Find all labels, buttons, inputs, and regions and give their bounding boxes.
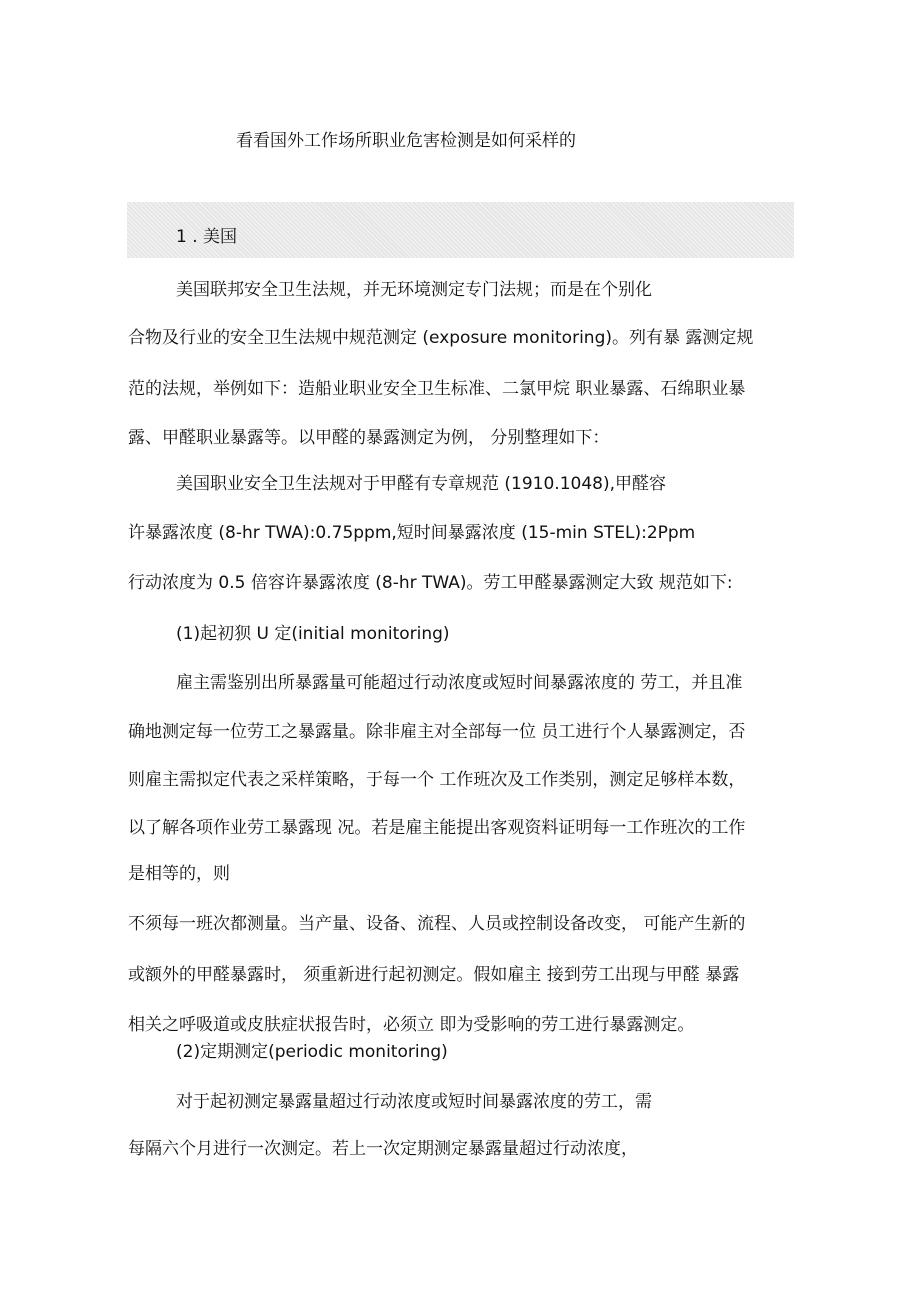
paragraph-line: 则雇主需拟定代表之采样策略，于每一个 工作班次及工作类别，测定足够样本数， xyxy=(128,770,746,790)
paragraph-line: 美国联邦安全卫生法规，并无环境测定专门法规；而是在个别化 xyxy=(176,280,652,300)
paragraph-line: 雇主需鉴别出所暴露量可能超过行动浓度或短时间暴露浓度的 劳工，并且准 xyxy=(176,673,743,693)
paragraph-line: 以了解各项作业劳工暴露现 况。若是雇主能提出客观资料证明每一工作班次的工作 xyxy=(128,818,746,838)
paragraph-line: 确地测定每一位劳工之暴露量。除非雇主对全部每一位 员工进行个人暴露测定，否 xyxy=(128,722,746,742)
paragraph-line: 露、甲醛职业暴露等。以甲醛的暴露测定为例， 分别整理如下： xyxy=(128,428,610,448)
paragraph-line: 合物及行业的安全卫生法规中规范测定 (exposure monitoring)。列有暴 露测定规 xyxy=(128,328,754,348)
paragraph-line: 范的法规，举例如下：造船业职业安全卫生标准、二氯甲烷 职业暴露、石绵职业暴 xyxy=(128,379,746,399)
subheading-initial-monitoring: (1)起初狈 U 定(initial monitoring) xyxy=(176,624,450,644)
paragraph-line: 不须每一班次都测量。当产量、设备、流程、人员或控制设备改变， 可能产生新的 xyxy=(128,914,746,934)
paragraph-line: 对于起初测定暴露量超过行动浓度或短时间暴露浓度的劳工，需 xyxy=(176,1092,652,1112)
paragraph-line: 美国职业安全卫生法规对于甲醛有专章规范 (1910.1048),甲醛容 xyxy=(176,474,667,494)
paragraph-line: 许暴露浓度 (8-hr TWA):0.75ppm,短时间暴露浓度 (15-min STEL):2Ppm xyxy=(128,523,696,543)
subheading-periodic-monitoring: (2)定期测定(periodic monitoring) xyxy=(176,1042,448,1062)
paragraph-line: 每隔六个月进行一次测定。若上一次定期测定暴露量超过行动浓度， xyxy=(128,1139,638,1159)
paragraph-line: 行动浓度为 0.5 倍容许暴露浓度 (8-hr TWA)。劳工甲醛暴露测定大致 规范如下: xyxy=(128,573,733,593)
document-title: 看看国外工作场所职业危害检测是如何采样的 xyxy=(236,131,576,151)
paragraph-line: 或额外的甲醛暴露时， 须重新进行起初测定。假如雇主 接到劳工出现与甲醛 暴露 xyxy=(128,965,740,985)
section-header-label: 1 . 美国 xyxy=(176,227,238,247)
paragraph-line: 相关之呼吸道或皮肤症状报告时，必须立 即为受影响的劳工进行暴露测定。 xyxy=(128,1015,695,1035)
paragraph-line: 是相等的，则 xyxy=(128,864,230,884)
